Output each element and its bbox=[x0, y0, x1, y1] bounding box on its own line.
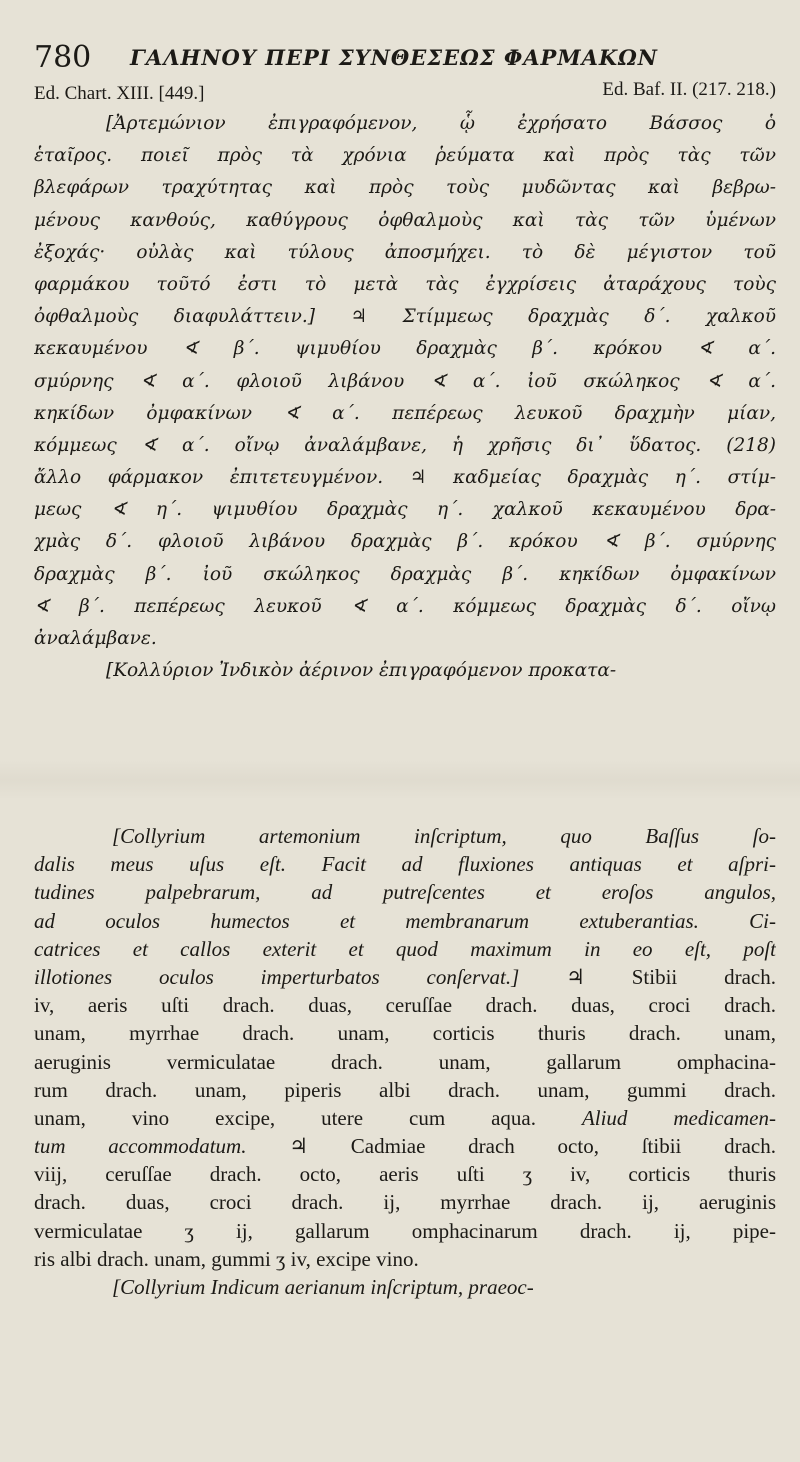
latin-text-line bbox=[34, 963, 776, 991]
latin-roman-segment: unam, myrrhae drach. unam, corticis thuris drach. unam, bbox=[34, 1021, 776, 1046]
running-title: ΓΑΛΗΝΟΥ ΠΕΡΙ ΣΥΝΘΕΣΕΩΣ ΦΑΡΜΑΚΩΝ bbox=[130, 45, 658, 70]
latin-roman-segment: vermiculatae ʒ ij, gallarum omphacinarum drach. ij, pipe- bbox=[34, 1218, 776, 1243]
latin-roman-segment: ♃ Cadmiae drach octo, ſtibii drach. bbox=[246, 1134, 776, 1159]
edition-chartier-ref: Ed. Chart. XIII. [449.] bbox=[34, 83, 205, 104]
latin-text-line bbox=[34, 1217, 776, 1245]
greek-text-block bbox=[34, 108, 776, 687]
latin-text-line bbox=[34, 935, 776, 963]
greek-text-line: χμὰς δ΄. φλοιοῦ λιβάνου δραχμὰς β΄. κρόκου ∢ β΄. σμύρνης bbox=[34, 531, 776, 553]
latin-text-line bbox=[34, 991, 776, 1019]
greek-text-line: μένους κανθούς, καθύγρους ὀφθαλμοὺς καὶ τὰς τῶν ὑμένων bbox=[34, 209, 776, 231]
latin-italic-segment: illotiones oculos imperturbatos conſervat.] bbox=[34, 964, 520, 989]
greek-text-line: ἀναλάμβανε. bbox=[34, 628, 157, 649]
latin-text-line bbox=[34, 1245, 776, 1273]
latin-italic-segment: tudines palpebrarum, ad putreſcentes et eroſos angulos, bbox=[34, 880, 776, 905]
latin-roman-segment: unam, vino excipe, utere cum aqua. bbox=[34, 1105, 582, 1130]
latin-roman-segment: drach. duas, croci drach. ij, myrrhae drach. ij, aeruginis bbox=[34, 1190, 776, 1215]
latin-roman-segment: rum drach. unam, piperis albi drach. unam, gummi drach. bbox=[34, 1077, 776, 1102]
latin-text-line bbox=[34, 1104, 776, 1132]
greek-text-line: ἄλλο φάρμακον ἐπιτετευγμένον. ♃ καδμείας δραχμὰς η΄. στίμ- bbox=[34, 467, 776, 489]
greek-text-line: ὀφθαλμοὺς διαφυλάττειν.] ♃ Στίμμεως δραχμὰς δ΄. χαλκοῦ bbox=[34, 306, 776, 328]
latin-roman-segment: ♃ Stibii drach. bbox=[519, 964, 776, 989]
greek-text-line: κεκαυμένου ∢ β΄. ψιμυθίου δραχμὰς β΄. κρόκου ∢ α΄. bbox=[34, 338, 776, 360]
latin-text-line bbox=[34, 1132, 776, 1160]
latin-text-line bbox=[34, 878, 776, 906]
greek-text-line: μεως ∢ η΄. ψιμυθίου δραχμὰς η΄. χαλκοῦ κεκαυμένου δρα- bbox=[34, 499, 776, 521]
latin-italic-segment: Aliud medicamen- bbox=[581, 1105, 776, 1130]
latin-text-line bbox=[34, 1019, 776, 1047]
page-header bbox=[34, 38, 774, 78]
bleed-through-smudge bbox=[0, 760, 800, 800]
latin-italic-segment: [Collyrium artemonium inſcriptum, quo Baſſus ſo- bbox=[112, 824, 776, 848]
greek-text-line: ∢ β΄. πεπέρεως λευκοῦ ∢ α΄. κόμμεως δραχμὰς δ΄. οἴνῳ bbox=[34, 595, 776, 617]
edition-references bbox=[34, 80, 776, 108]
latin-roman-segment: ris albi drach. unam, gummi ʒ iv, excipe vino. bbox=[34, 1246, 419, 1271]
greek-text-line: ἑταῖρος. ποιεῖ πρὸς τὰ χρόνια ῥεύματα καὶ πρὸς τὰς τῶν bbox=[34, 145, 776, 167]
greek-text-line: δραχμὰς β΄. ἰοῦ σκώληκος δραχμὰς β΄. κηκίδων ὀμφακίνων bbox=[34, 563, 776, 585]
greek-text-line: φαρμάκου τοῦτό ἐστι τὸ μετὰ τὰς ἐγχρίσεις ἀταράχους τοὺς bbox=[34, 273, 776, 295]
greek-text-line: κόμμεως ∢ α΄. οἴνῳ ἀναλάμβανε, ἡ χρῆσις δι᾽ ὕδατος. (218) bbox=[34, 434, 776, 456]
latin-text-line bbox=[34, 1076, 776, 1104]
latin-roman-segment: viij, ceruſſae drach. octo, aeris uſti ʒ iv, corticis thuris bbox=[34, 1162, 776, 1187]
latin-text-line bbox=[34, 822, 776, 850]
greek-text-line: [Κολλύριον Ἰνδικὸν ἀέρινον ἐπιγραφόμενον προκατα- bbox=[106, 660, 617, 682]
greek-text-line: κηκίδων ὀμφακίνων ∢ α΄. πεπέρεως λευκοῦ δραχμὴν μίαν, bbox=[34, 402, 776, 424]
latin-text-line bbox=[34, 850, 776, 878]
greek-text-line: [Ἀρτεμώνιον ἐπιγραφόμενον, ᾧ ἐχρήσατο Βάσσος ὁ bbox=[106, 113, 776, 134]
latin-text-line bbox=[34, 907, 776, 935]
latin-translation-block bbox=[34, 822, 776, 1301]
latin-text-line bbox=[34, 1160, 776, 1188]
latin-italic-segment: [Collyrium Indicum aerianum inſcriptum, praeoc- bbox=[112, 1275, 534, 1299]
latin-roman-segment: aeruginis vermiculatae drach. unam, gallarum omphacina- bbox=[34, 1049, 776, 1074]
latin-italic-segment: tum accommodatum. bbox=[34, 1134, 247, 1159]
latin-roman-segment: iv, aeris uſti drach. duas, ceruſſae drach. duas, croci drach. bbox=[34, 993, 776, 1018]
latin-italic-segment: dalis meus uſus eſt. Facit ad fluxiones antiquas et aſpri- bbox=[34, 852, 776, 877]
greek-text-line: σμύρνης ∢ α΄. φλοιοῦ λιβάνου ∢ α΄. ἰοῦ σκώληκος ∢ α΄. bbox=[34, 370, 776, 392]
latin-text-line bbox=[34, 1048, 776, 1076]
edition-basel-ref: Ed. Baf. II. (217. 218.) bbox=[602, 79, 776, 100]
latin-italic-segment: ad oculos humectos et membranarum extuberantias. Ci- bbox=[34, 908, 776, 933]
page-number: 780 bbox=[34, 40, 92, 75]
greek-text-line: ἐξοχάς· οὐλὰς καὶ τύλους ἀποσμήχει. τὸ δὲ μέγιστον τοῦ bbox=[34, 241, 776, 263]
latin-text-line bbox=[34, 1273, 776, 1301]
greek-text-line: βλεφάρων τραχύτητας καὶ πρὸς τοὺς μυδῶντας καὶ βεβρω- bbox=[34, 177, 776, 199]
latin-text-line bbox=[34, 1188, 776, 1216]
latin-italic-segment: catrices et callos exterit et quod maximum in eo eſt, poſt bbox=[34, 936, 776, 961]
